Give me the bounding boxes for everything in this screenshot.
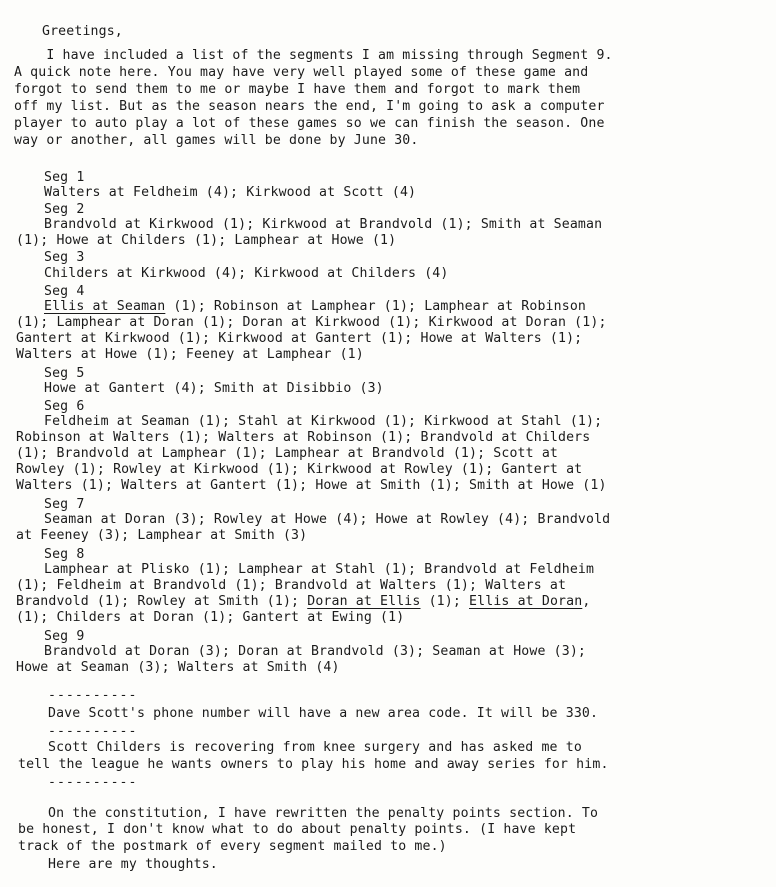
- separator: ----------: [48, 688, 138, 703]
- segment-label: Seg 1: [44, 170, 85, 185]
- segment-games: Rowley (1); Rowley at Kirkwood (1); Kirkwood at Rowley (1); Gantert at: [16, 462, 583, 477]
- segment-games: (1); Howe at Childers (1); Lamphear at Howe (1): [16, 233, 397, 248]
- note-childers: tell the league he wants owners to play his home and away series for him.: [18, 757, 609, 772]
- intro-line: player to auto play a lot of these games so we can finish the season. One: [14, 116, 605, 131]
- segment-label: Seg 8: [44, 547, 85, 562]
- segment-games: at Feeney (3); Lamphear at Smith (3): [16, 528, 308, 543]
- underlined-game: Doran at Ellis: [307, 594, 421, 609]
- segment-games-mid: (1);: [420, 594, 470, 609]
- segment-label: Seg 6: [44, 399, 85, 414]
- segment-games-line: [16, 594, 590, 610]
- segment-label: Seg 9: [44, 629, 85, 644]
- segment-games: Robinson at Walters (1); Walters at Robinson (1); Brandvold at Childers: [16, 430, 591, 445]
- separator: ----------: [48, 724, 138, 739]
- segment-games: (1); Childers at Doran (1); Gantert at Ewing (1): [16, 610, 405, 625]
- intro-line: forgot to send them to me or maybe I have them and forgot to mark them: [14, 82, 581, 97]
- intro-line: I have included a list of the segments I am missing through Segment 9.: [14, 48, 613, 63]
- intro-line: off my list. But as the season nears the end, I'm going to ask a computer: [14, 99, 605, 114]
- segment-games: Walters at Howe (1); Feeney at Lamphear (1): [16, 347, 364, 362]
- segment-games: Gantert at Kirkwood (1); Kirkwood at Gantert (1); Howe at Walters (1);: [16, 331, 583, 346]
- segment-games: Howe at Gantert (4); Smith at Disibbio (3): [44, 381, 384, 396]
- segment-games: (1); Brandvold at Lamphear (1); Lamphear at Brandvold (1); Scott at: [16, 446, 558, 461]
- segment-games: Howe at Seaman (3); Walters at Smith (4): [16, 660, 340, 675]
- segment-games-pre: Brandvold (1); Rowley at Smith (1);: [16, 594, 308, 609]
- constitution-text: Here are my thoughts.: [48, 857, 218, 872]
- segment-games: Walters (1); Walters at Gantert (1); Howe at Smith (1); Smith at Howe (1): [16, 478, 607, 493]
- greeting: Greetings,: [42, 24, 123, 39]
- intro-line: A quick note here. You may have very well played some of these game and: [14, 65, 589, 80]
- segment-label: Seg 3: [44, 250, 85, 265]
- segment-games-line: [44, 299, 586, 315]
- segment-games: (1); Lamphear at Doran (1); Doran at Kirkwood (1); Kirkwood at Doran (1);: [16, 315, 607, 330]
- segment-games-end: ,: [582, 594, 591, 609]
- segment-games-rest: (1); Robinson at Lamphear (1); Lamphear at Robinson: [165, 299, 586, 314]
- underlined-game: Ellis at Doran: [469, 594, 583, 609]
- intro-line: way or another, all games will be done by June 30.: [14, 133, 419, 148]
- segment-games: Brandvold at Kirkwood (1); Kirkwood at Brandvold (1); Smith at Seaman: [44, 217, 603, 232]
- note-phone: Dave Scott's phone number will have a new area code. It will be 330.: [48, 706, 599, 721]
- segment-games: Brandvold at Doran (3); Doran at Brandvold (3); Seaman at Howe (3);: [44, 644, 586, 659]
- segment-games: (1); Feldheim at Brandvold (1); Brandvold at Walters (1); Walters at: [16, 578, 567, 593]
- segment-label: Seg 5: [44, 366, 85, 381]
- segment-games: Feldheim at Seaman (1); Stahl at Kirkwood (1); Kirkwood at Stahl (1);: [44, 414, 603, 429]
- segment-label: Seg 2: [44, 202, 85, 217]
- constitution-text: On the constitution, I have rewritten the penalty points section. To: [48, 806, 599, 821]
- segment-games: Walters at Feldheim (4); Kirkwood at Scott (4): [44, 185, 417, 200]
- segment-label: Seg 7: [44, 497, 85, 512]
- segment-games: Seaman at Doran (3); Rowley at Howe (4); Howe at Rowley (4); Brandvold: [44, 512, 611, 527]
- constitution-text: be honest, I don't know what to do about penalty points. (I have kept: [18, 822, 577, 837]
- segment-games: Childers at Kirkwood (4); Kirkwood at Childers (4): [44, 266, 449, 281]
- segment-label: Seg 4: [44, 284, 85, 299]
- underlined-game: Ellis at Seaman: [44, 299, 166, 314]
- constitution-text: track of the postmark of every segment mailed to me.): [18, 839, 447, 854]
- note-childers: Scott Childers is recovering from knee surgery and has asked me to: [48, 740, 582, 755]
- segment-games: Lamphear at Plisko (1); Lamphear at Stahl (1); Brandvold at Feldheim: [44, 562, 595, 577]
- separator: ----------: [48, 775, 138, 790]
